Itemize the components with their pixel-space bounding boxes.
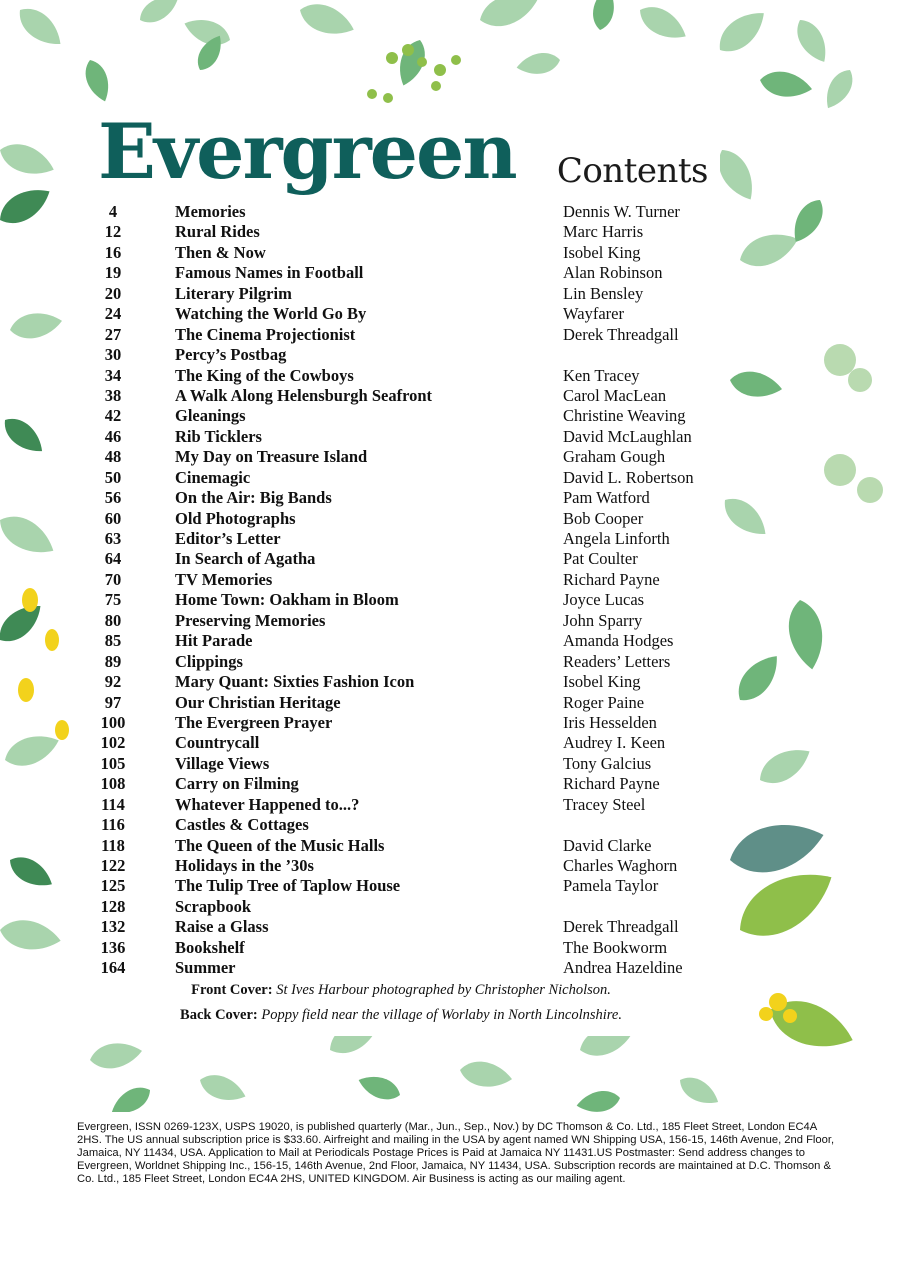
page-number: 118 [101,835,125,855]
front-cover-caption [82,982,720,999]
contents-row [82,958,720,978]
article-author: Isobel King [563,672,641,692]
article-title: Editor’s Letter [175,529,281,548]
article-title: Gleanings [175,406,246,426]
article-author: Audrey I. Keen [563,733,666,753]
article-title: Holidays in the ’30s [175,856,314,875]
page-number: 38 [104,385,122,405]
contents-row [82,938,720,958]
article-author: Bob Cooper [563,508,644,528]
contents-row [82,427,720,447]
page-number: 85 [104,631,122,651]
contents-row [82,304,720,324]
back-cover-text: Poppy field near the village of Worlaby in North Lincolnshire. [261,1007,622,1023]
page-number: 34 [104,365,122,385]
page-number: 89 [104,651,122,671]
contents-row [82,263,720,283]
page-number: 75 [104,590,122,610]
article-title: Cinemagic [175,467,251,487]
page-number: 125 [100,876,126,896]
page-number: 60 [104,508,122,528]
article-title: The Evergreen Prayer [175,712,333,732]
back-cover-caption [82,1007,720,1024]
article-author: Richard Payne [563,774,660,794]
article-title: Bookshelf [175,937,245,957]
contents-row [82,488,720,508]
article-title: A Walk Along Helensburgh Seafront [175,385,433,405]
article-author: Isobel King [563,242,641,262]
article-author: Carol MacLean [563,385,667,405]
article-author: Richard Payne [563,569,660,589]
contents-list [82,202,720,979]
article-title: Percy’s Postbag [175,345,287,365]
article-title: Castles & Cottages [175,815,309,835]
article-author: Readers’ Letters [563,651,671,671]
article-author: David Clarke [563,835,652,855]
contents-row [82,631,720,651]
article-title: Mary Quant: Sixties Fashion Icon [175,672,415,692]
page-number: 63 [104,529,122,548]
contents-row [82,815,720,835]
contents-row [82,325,720,345]
article-title: Home Town: Oakham in Bloom [175,590,399,610]
page-number: 108 [100,774,126,794]
article-author: Ken Tracey [563,365,640,385]
contents-row [82,386,720,406]
page-number: 4 [108,202,118,221]
publication-imprint: Evergreen, ISSN 0269-123X, USPS 19020, is published quarterly (Mar., Jun., Sep., Nov.) by DC Thomson & Co. Ltd., 185 Fleet Street, London EC4A 2HS. The US annual subscription price is $33.60. Airfreight and mailing in the USA by agent named WN Shipping USA, 156-15, 146th Avenue, 2nd Floor, Jamaica, NY 11434, USA. Application to Mail at Periodicals Postage Prices is Paid at Jamaica NY 11431.US Postmaster: Send address changes to Evergreen, Worldnet Shipping Inc., 156-15, 146th Avenue, 2nd Floor, Jamaica, NY 11434, USA. Subscription records are maintained at D.C. Thomson & Co. Ltd., 185 Fleet Street, London EC4A 2HS, UNITED KINGDOM. Air Business is acting as our mailing agent. [77,1121,835,1185]
article-author: Pat Coulter [563,549,638,569]
contents-row [82,672,720,692]
page-number: 164 [100,958,126,978]
page-number: 136 [100,937,126,957]
article-title: Watching the World Go By [175,304,367,324]
page-number: 128 [100,896,126,916]
contents-row [82,202,720,222]
contents-row [82,284,720,304]
article-title: TV Memories [175,569,273,589]
contents-row [82,733,720,753]
article-title: In Search of Agatha [175,549,316,569]
contents-row [82,754,720,774]
contents-row [82,713,720,733]
contents-row [82,243,720,263]
page-number: 50 [104,467,122,487]
article-title: Preserving Memories [175,610,326,630]
article-author: Christine Weaving [563,406,686,426]
article-author: David L. Robertson [563,467,694,487]
page-number: 56 [104,488,122,508]
contents-row [82,406,720,426]
article-title: Hit Parade [175,631,253,651]
article-title: The Tulip Tree of Taplow House [175,876,401,896]
contents-row [82,366,720,386]
article-title: The King of the Cowboys [175,365,354,385]
page-number: 105 [100,753,126,773]
contents-row [82,652,720,672]
contents-heading: Contents [556,151,708,191]
contents-row [82,222,720,242]
contents-row [82,795,720,815]
front-cover-text: St Ives Harbour photographed by Christopher Nicholson. [276,982,611,998]
article-title: On the Air: Big Bands [175,488,332,508]
article-title: The Cinema Projectionist [175,324,356,344]
contents-row [82,549,720,569]
contents-row [82,917,720,937]
article-title: Whatever Happened to...? [175,794,360,814]
page-number: 42 [104,406,122,426]
page-number: 100 [100,712,126,732]
article-title: Rural Rides [175,222,260,242]
page-number: 27 [104,324,122,344]
page-number: 46 [104,426,122,446]
page-number: 30 [104,345,122,365]
contents-row [82,447,720,467]
page-number: 24 [104,304,122,324]
article-title: Rib Ticklers [175,426,262,446]
article-title: Our Christian Heritage [175,692,341,712]
article-author: The Bookworm [563,937,668,957]
page-number: 16 [104,242,122,262]
page-number: 19 [104,263,122,283]
contents-row [82,611,720,631]
article-author: Roger Paine [563,692,645,712]
contents-row [82,509,720,529]
contents-row [82,693,720,713]
contents-row [82,897,720,917]
article-author: John Sparry [563,610,643,630]
page-number: 20 [104,283,122,303]
page-number: 102 [100,733,126,753]
contents-panel [82,108,720,1036]
article-author: Alan Robinson [563,263,663,283]
page-number: 92 [104,672,122,692]
page-number: 12 [104,222,122,242]
article-author: Graham Gough [563,447,666,467]
article-title: Raise a Glass [175,917,269,937]
article-author: Joyce Lucas [563,590,645,610]
contents-row [82,529,720,549]
article-title: Countrycall [175,733,260,753]
article-author: Pamela Taylor [563,876,659,896]
article-title: Memories [175,202,246,221]
article-author: Lin Bensley [563,283,644,303]
page-number: 122 [100,856,126,875]
page-number: 70 [104,569,122,589]
article-author: Amanda Hodges [563,631,674,651]
article-title: Old Photographs [175,508,296,528]
article-title: Famous Names in Football [175,263,364,283]
contents-row [82,570,720,590]
article-author: Pam Watford [563,488,650,508]
article-author: Andrea Hazeldine [563,958,683,978]
article-author: Derek Threadgall [563,917,679,937]
page-number: 114 [101,794,125,814]
contents-row [82,876,720,896]
article-title: Scrapbook [175,896,252,916]
contents-row [82,468,720,488]
front-cover-label: Front Cover: [191,982,273,998]
contents-row [82,774,720,794]
article-title: Clippings [175,651,243,671]
article-author: Dennis W. Turner [563,202,680,221]
contents-row [82,836,720,856]
page-number: 64 [104,549,122,569]
article-title: Literary Pilgrim [175,283,292,303]
article-title: Summer [175,958,236,978]
article-author: Charles Waghorn [563,856,678,875]
article-title: The Queen of the Music Halls [175,835,385,855]
contents-row [82,856,720,876]
article-title: My Day on Treasure Island [175,447,368,467]
article-author: Iris Hesselden [563,712,657,732]
article-title: Village Views [175,753,270,773]
article-author: Derek Threadgall [563,324,679,344]
article-title: Then & Now [175,242,266,262]
page-number: 132 [100,917,126,937]
masthead [98,107,708,204]
page-number: 116 [101,815,125,835]
article-author: Angela Linforth [563,529,670,548]
page-number: 80 [104,610,122,630]
contents-row [82,345,720,365]
article-author: Wayfarer [563,304,624,324]
page-number: 97 [104,692,122,712]
magazine-title: Evergreen [98,107,516,196]
contents-row [82,590,720,610]
article-author: Tracey Steel [563,794,646,814]
back-cover-label: Back Cover: [180,1007,258,1023]
page-number: 48 [104,447,122,467]
article-author: David McLaughlan [563,426,692,446]
article-title: Carry on Filming [175,774,299,794]
article-author: Tony Galcius [563,753,652,773]
article-author: Marc Harris [563,222,644,242]
